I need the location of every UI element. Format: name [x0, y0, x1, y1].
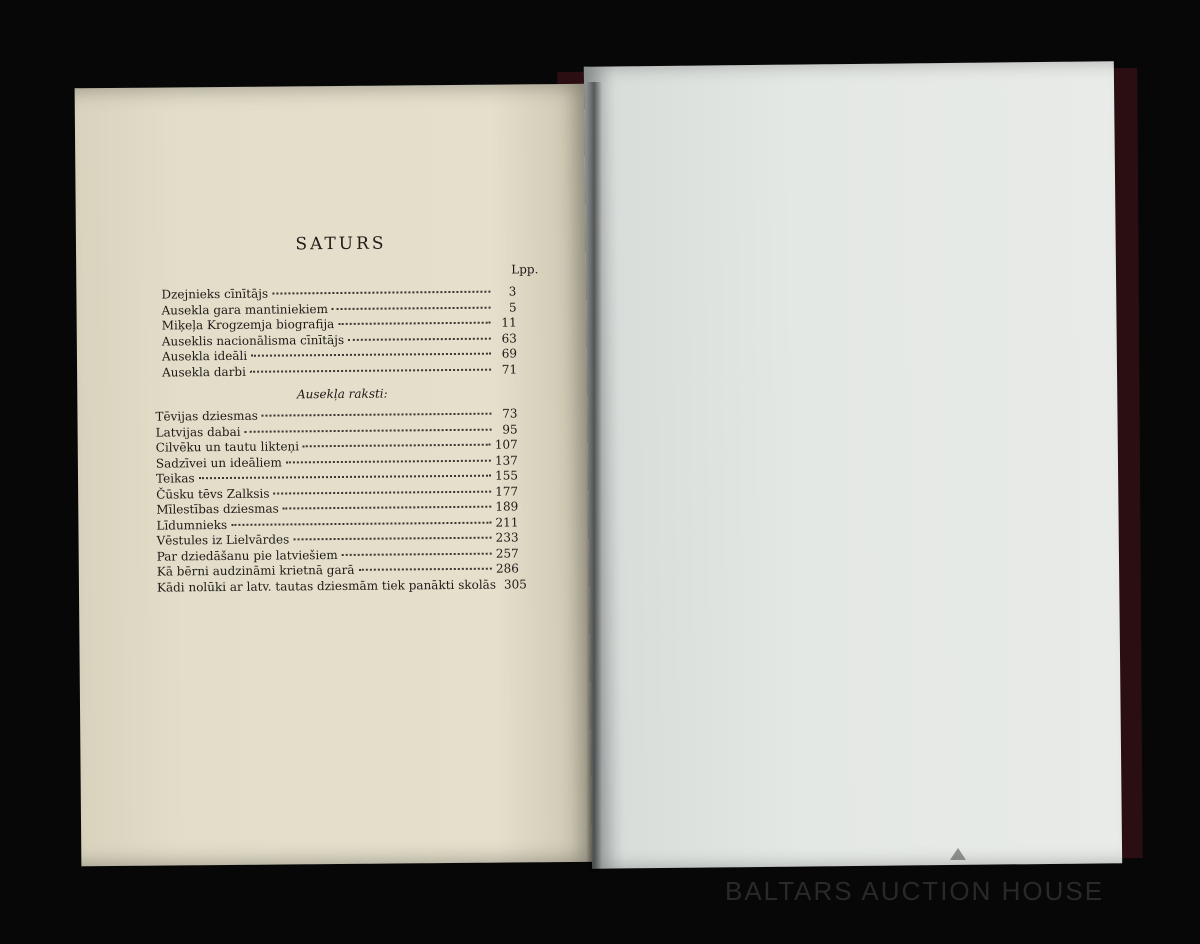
toc-leader-dots	[262, 413, 492, 417]
toc-entry-page: 95	[502, 421, 518, 437]
toc-leader-dots	[273, 490, 491, 494]
book-gutter	[586, 82, 602, 872]
toc-entry-label: Sadzīvei un ideāliem	[155, 454, 282, 471]
toc-entry-page: 211	[495, 514, 519, 530]
toc-entry-page: 189	[495, 499, 519, 514]
toc-entry-page: 177	[495, 483, 519, 499]
toc-entry-label: Mīlestības dziesmas	[156, 501, 279, 517]
toc-entry-page: 257	[495, 545, 519, 561]
toc-entry-page: 107	[494, 437, 518, 452]
toc-leader-dots	[348, 337, 491, 340]
toc-entry-label: Par dziedāšanu pie latviešiem	[156, 547, 338, 564]
toc-entry-label: Kādi nolūki ar latv. tautas dziesmām tiek panākti skolās	[156, 577, 497, 595]
right-page-blank	[584, 61, 1122, 869]
toc-entry-page: 155	[495, 468, 519, 483]
toc-entry-label: Auseklа ideāli	[161, 348, 248, 364]
toc-entry-page: 5	[508, 299, 517, 315]
toc-entry-label: Līdumnieks	[156, 517, 228, 533]
toc-entry	[156, 576, 527, 596]
toc-leader-dots	[303, 444, 491, 448]
toc-entry-label: Tēvijas dziesmas	[155, 408, 258, 424]
toc-entry	[162, 362, 517, 381]
toc-entry-label: Dzejnieks cīnītājs	[161, 286, 269, 302]
toc-entry-page: 233	[495, 530, 519, 545]
page-column-header: Lpp.	[511, 262, 539, 277]
toc-entry-label: Vēstules iz Lielvārdes	[156, 532, 290, 548]
toc-entry-label: Auseklis nacionālisma cīnītājs	[161, 332, 345, 349]
toc-leader-dots	[231, 521, 491, 525]
toc-subheading: Ausekļa raksti:	[296, 386, 388, 402]
toc-entry-page: 73	[502, 406, 518, 421]
toc-entry-label: Miķeļa Krogzemja biografija	[161, 317, 335, 333]
toc-leader-dots	[251, 353, 491, 357]
toc-entry-page: 71	[501, 361, 518, 377]
toc-leader-dots	[342, 552, 492, 555]
toc-title: SATURS	[295, 233, 387, 255]
toc-leader-dots	[199, 475, 491, 480]
toc-entry-label: Teikas	[155, 471, 195, 486]
toc-leader-dots	[283, 506, 492, 510]
toc-leader-dots	[332, 306, 491, 309]
toc-leader-dots	[338, 322, 490, 325]
toc-entry-page: 69	[501, 346, 518, 361]
toc-entry-label: Auseklа gara mantiniekiem	[161, 301, 329, 318]
table-of-contents	[75, 84, 602, 867]
toc-entry-page: 286	[495, 561, 519, 576]
toc-entry-page: 305	[503, 576, 527, 592]
toc-writings	[155, 406, 527, 595]
toc-leader-dots	[286, 459, 491, 463]
toc-leader-dots	[358, 568, 491, 571]
toc-entry-label: Auseklа darbi	[162, 364, 246, 380]
toc-leader-dots	[245, 428, 492, 432]
toc-leader-dots	[272, 291, 490, 295]
toc-entry-page: 11	[501, 315, 517, 330]
left-page	[75, 84, 602, 867]
toc-leader-dots	[250, 368, 491, 372]
watermark-logo	[950, 848, 966, 860]
toc-entry-label: Čūsku tēvs Zalksis	[156, 486, 270, 502]
toc-entry-label: Latvijas dabai	[155, 424, 241, 440]
toc-entry-page: 63	[501, 330, 517, 346]
toc-entries	[161, 284, 517, 380]
toc-entry-label: Cilvēku un tautu likteņi	[155, 439, 300, 455]
watermark: BALTARS AUCTION HOUSE	[725, 876, 1105, 906]
toc-entry-label: Kā bērni audzināmi krietnā garā	[156, 562, 355, 579]
toc-leader-dots	[293, 537, 491, 541]
toc-entry-page: 137	[494, 452, 518, 468]
toc-entry-page: 3	[508, 284, 517, 299]
